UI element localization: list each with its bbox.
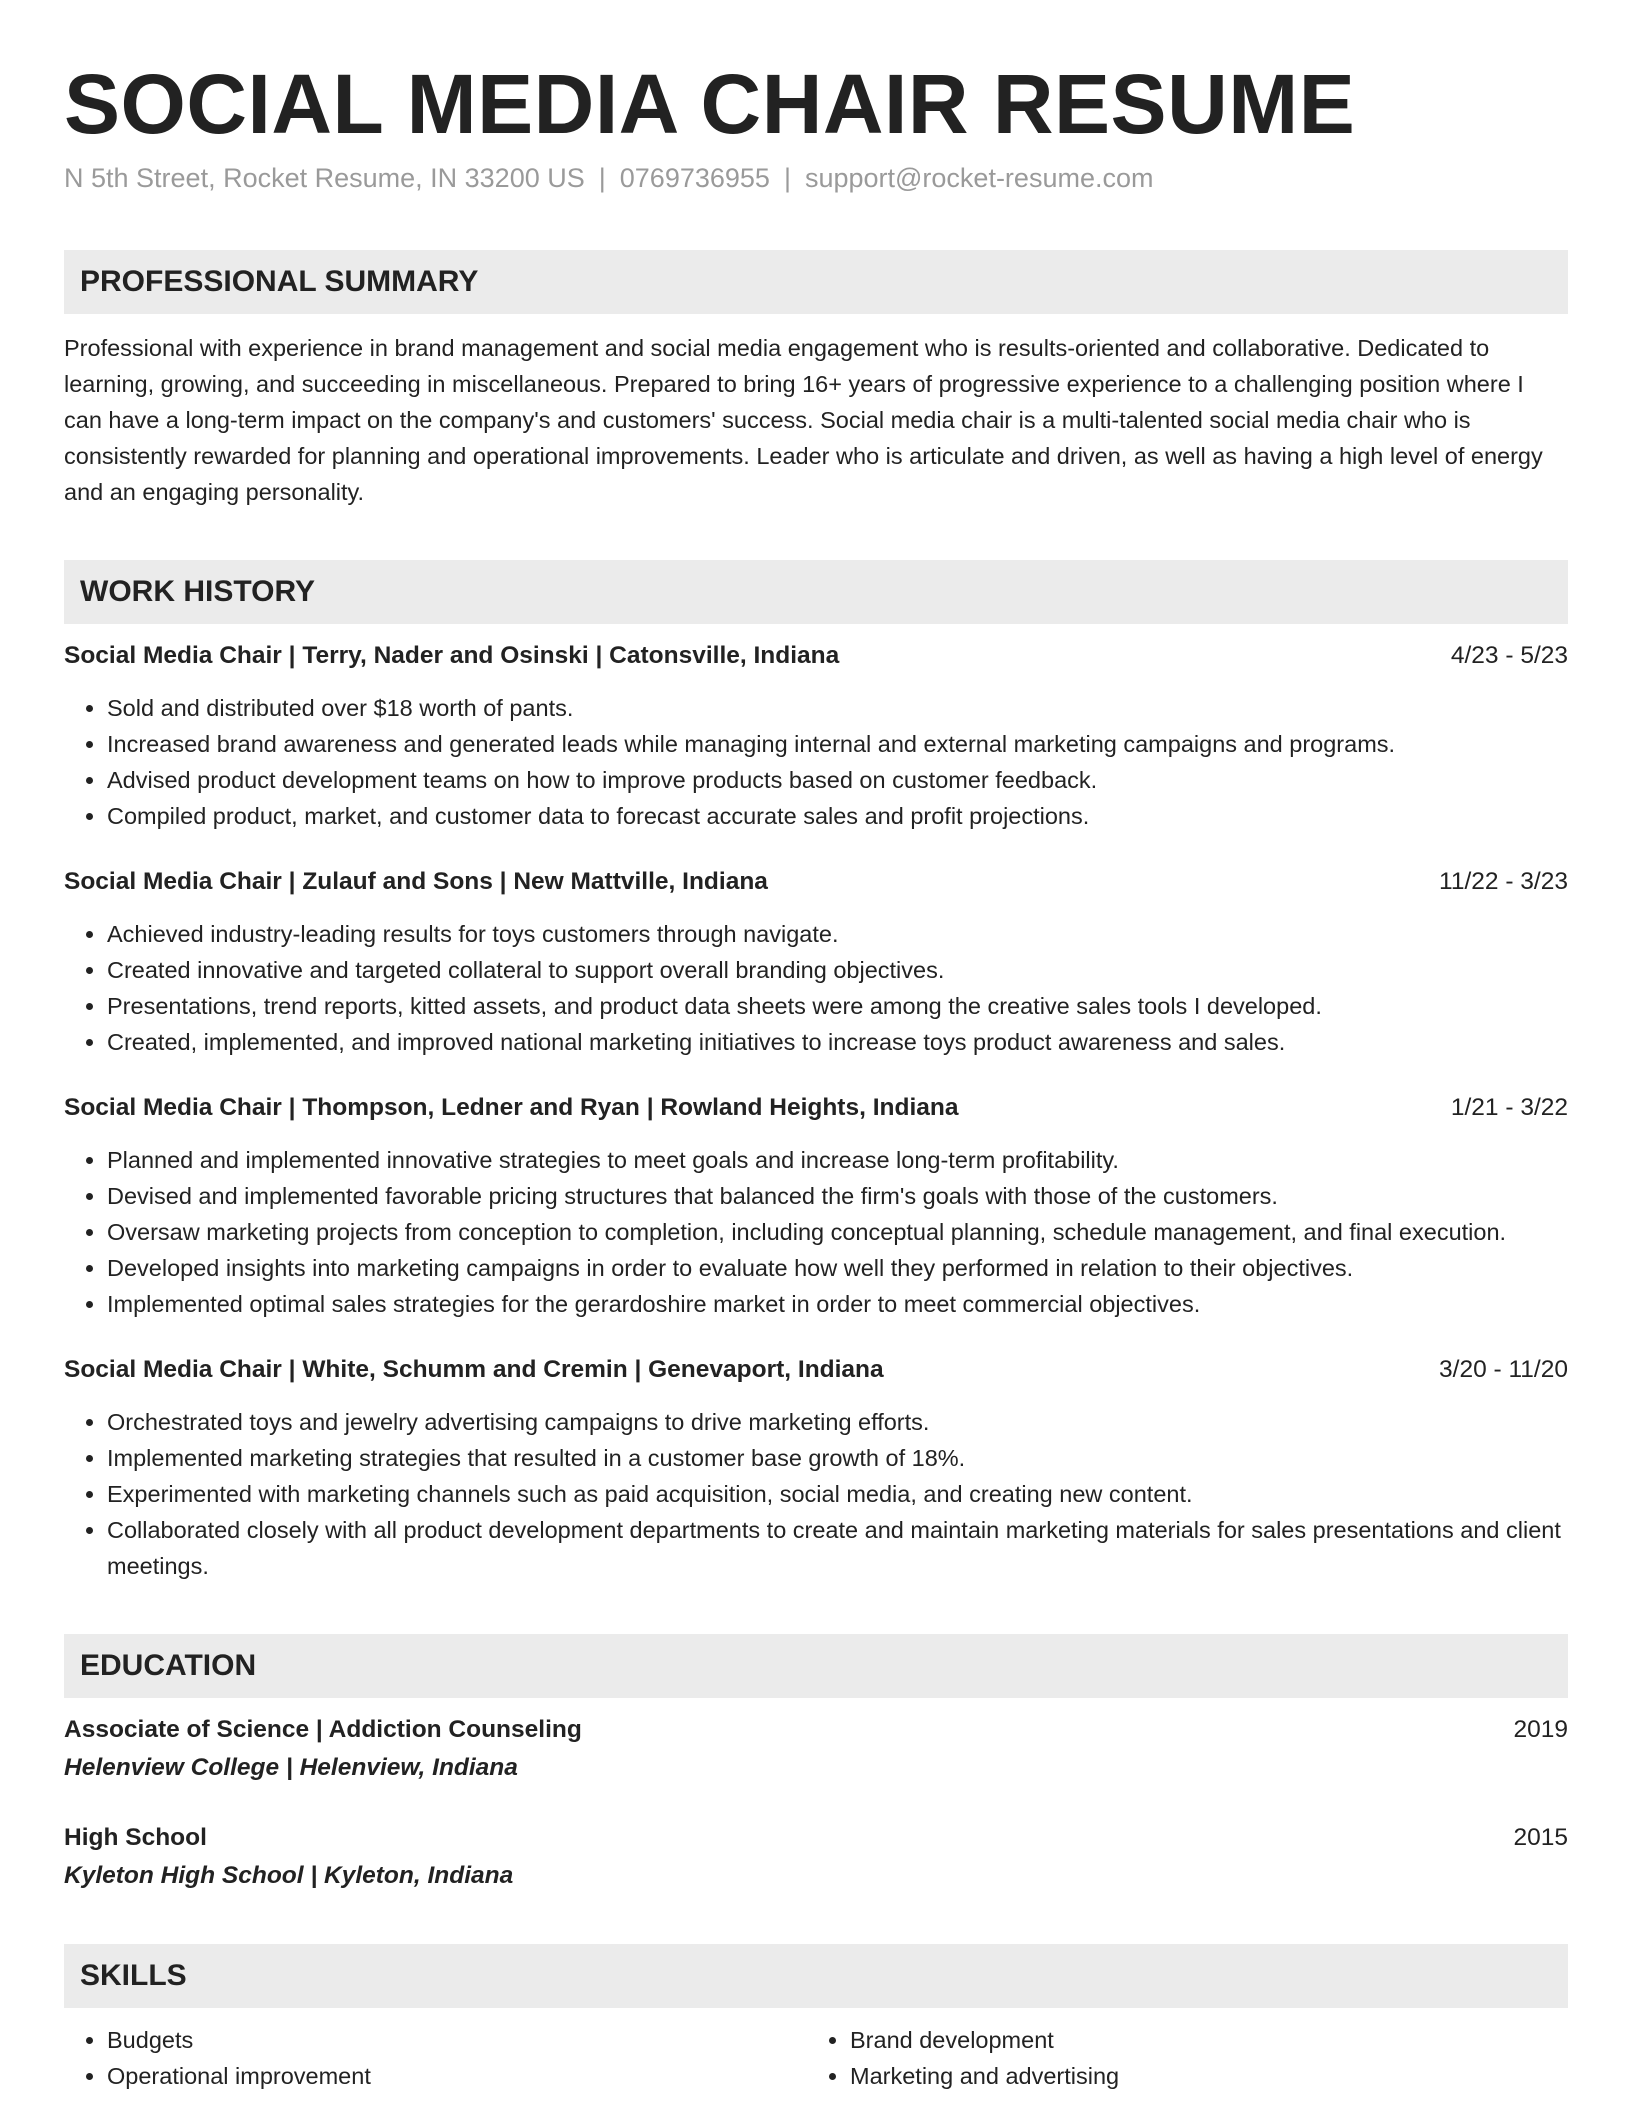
job-title: Social Media Chair | White, Schumm and Cremin | Genevaport, Indiana bbox=[64, 1356, 884, 1383]
job-bullet: • Created, implemented, and improved national marketing initiatives to increase toys product awareness and sales. bbox=[107, 1024, 1568, 1060]
job-entry bbox=[64, 1352, 1568, 1584]
job-bullets bbox=[64, 916, 1568, 1060]
job-bullet: • Increased brand awareness and generated leads while managing internal and external marketing campaigns and programs. bbox=[107, 726, 1568, 762]
contact-separator: | bbox=[598, 163, 606, 193]
job-header bbox=[64, 1090, 1568, 1126]
skill-item: • Budgets bbox=[107, 2022, 807, 2058]
education-heading: EDUCATION bbox=[64, 1634, 1568, 1698]
contact-email: support@rocket-resume.com bbox=[804, 163, 1154, 193]
skill-item: • Marketing and advertising bbox=[850, 2058, 1550, 2094]
job-header bbox=[64, 1352, 1568, 1388]
job-header bbox=[64, 638, 1568, 674]
resume-title: SOCIAL MEDIA CHAIR RESUME bbox=[64, 57, 1356, 151]
job-entry bbox=[64, 1090, 1568, 1322]
job-bullet: • Presentations, trend reports, kitted assets, and product data sheets were among the creative sales tools I developed. bbox=[107, 988, 1568, 1024]
job-title: Social Media Chair | Thompson, Ledner and Ryan | Rowland Heights, Indiana bbox=[64, 1094, 959, 1121]
job-bullet: • Collaborated closely with all product development departments to create and maintain marketing materials for sales presentations and client meetings. bbox=[107, 1512, 1568, 1584]
job-bullet: • Devised and implemented favorable pricing structures that balanced the firm's goals with those of the customers. bbox=[107, 1178, 1568, 1214]
job-bullet: • Achieved industry-leading results for toys customers through navigate. bbox=[107, 916, 1568, 952]
summary-text: Professional with experience in brand management and social media engagement who is results-oriented and collaborative. Dedicated to learning, growing, and succeeding in miscellaneous. Prepared to bring 16+ years of progressive experience to a challenging position where I can have a long-term impact on the company's and customers' success. Social media chair is a multi-talented social media chair who is consistently rewarded for planning and operational improvements. Leader who is articulate and driven, as well as having a high level of energy and an engaging personality. bbox=[64, 335, 1543, 505]
education-degree: Associate of Science | Addiction Counseling bbox=[64, 1716, 582, 1743]
job-bullet: • Orchestrated toys and jewelry advertising campaigns to drive marketing efforts. bbox=[107, 1404, 1568, 1440]
skills-heading: SKILLS bbox=[64, 1944, 1568, 2008]
contact-line bbox=[64, 160, 1568, 196]
job-entry bbox=[64, 864, 1568, 1060]
job-bullet: • Implemented optimal sales strategies for the gerardoshire market in order to meet commercial objectives. bbox=[107, 1286, 1568, 1322]
education-year: 2015 bbox=[1513, 1824, 1568, 1851]
job-bullet: • Planned and implemented innovative strategies to meet goals and increase long-term profitability. bbox=[107, 1142, 1568, 1178]
work-history-heading: WORK HISTORY bbox=[64, 560, 1568, 624]
job-dates: 11/22 - 3/23 bbox=[1439, 868, 1568, 895]
job-dates: 4/23 - 5/23 bbox=[1450, 642, 1568, 669]
job-title: Social Media Chair | Terry, Nader and Osinski | Catonsville, Indiana bbox=[64, 642, 840, 669]
job-bullet: • Developed insights into marketing campaigns in order to evaluate how well they performed in relation to their objectives. bbox=[107, 1250, 1568, 1286]
job-entry bbox=[64, 638, 1568, 834]
skills-column-right bbox=[807, 2022, 1550, 2094]
job-bullet: • Created innovative and targeted collateral to support overall branding objectives. bbox=[107, 952, 1568, 988]
education-header bbox=[64, 1712, 1568, 1748]
job-bullet: • Oversaw marketing projects from conception to completion, including conceptual planning, schedule management, and final execution. bbox=[107, 1214, 1568, 1250]
job-header bbox=[64, 864, 1568, 900]
job-bullets bbox=[64, 1142, 1568, 1322]
education-entry bbox=[64, 1820, 1568, 1894]
job-bullet: • Implemented marketing strategies that resulted in a customer base growth of 18%. bbox=[107, 1440, 1568, 1476]
education-header bbox=[64, 1820, 1568, 1856]
job-bullets bbox=[64, 1404, 1568, 1584]
job-bullet: • Sold and distributed over $18 worth of pants. bbox=[107, 690, 1568, 726]
job-dates: 1/21 - 3/22 bbox=[1450, 1094, 1568, 1121]
summary-heading: PROFESSIONAL SUMMARY bbox=[64, 250, 1568, 314]
skills-column-left bbox=[64, 2022, 807, 2094]
job-bullet: • Compiled product, market, and customer data to forecast accurate sales and profit projections. bbox=[107, 798, 1568, 834]
education-year: 2019 bbox=[1513, 1716, 1568, 1743]
education-entry bbox=[64, 1712, 1568, 1786]
job-title: Social Media Chair | Zulauf and Sons | New Mattville, Indiana bbox=[64, 868, 768, 895]
contact-phone: 0769736955 bbox=[619, 163, 770, 193]
education-school: Helenview College | Helenview, Indiana bbox=[64, 1754, 518, 1781]
job-bullet: • Experimented with marketing channels such as paid acquisition, social media, and creating new content. bbox=[107, 1476, 1568, 1512]
education-degree: High School bbox=[64, 1824, 207, 1851]
education-school: Kyleton High School | Kyleton, Indiana bbox=[64, 1862, 514, 1889]
contact-separator: | bbox=[783, 163, 791, 193]
skills-list bbox=[64, 2022, 1568, 2094]
job-dates: 3/20 - 11/20 bbox=[1439, 1356, 1568, 1383]
resume-page bbox=[64, 0, 1568, 2094]
job-bullets bbox=[64, 690, 1568, 834]
job-bullet: • Advised product development teams on how to improve products based on customer feedback. bbox=[107, 762, 1568, 798]
contact-address: N 5th Street, Rocket Resume, IN 33200 US bbox=[64, 163, 585, 193]
skill-item: • Operational improvement bbox=[107, 2058, 807, 2094]
skill-item: • Brand development bbox=[850, 2022, 1550, 2058]
